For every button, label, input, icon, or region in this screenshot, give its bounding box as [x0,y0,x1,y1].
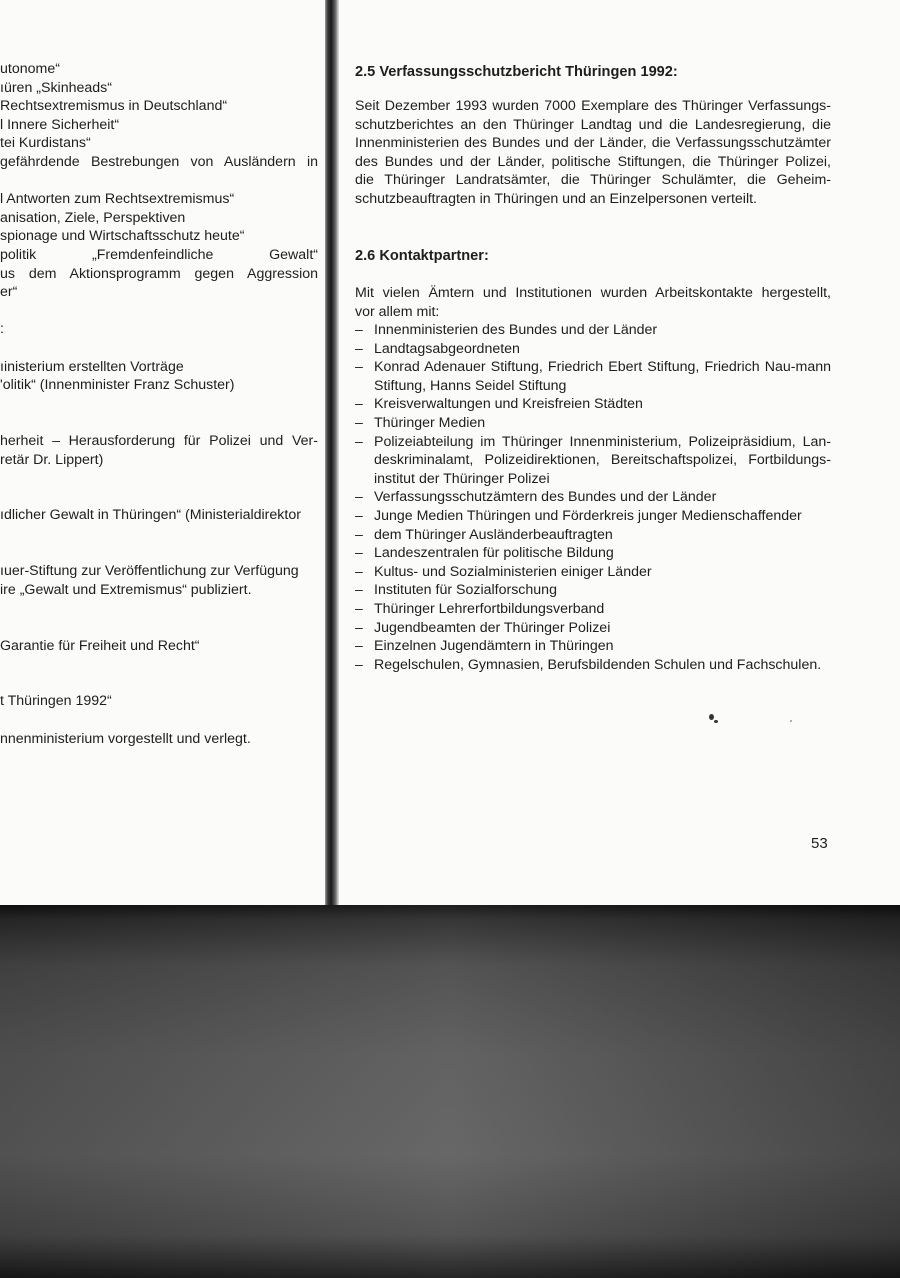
left-page-line: herheit – Herausforderung für Polizei und Ver- [0,433,318,449]
left-page-line: Garantie für Freiheit und Recht“ [0,637,200,654]
left-page-line: 'olitik“ (Innenminister Franz Schuster) [0,377,235,394]
list-item-text: Instituten für Sozialforschung [374,582,557,599]
bullet-dash: – [355,396,363,413]
paragraph-line: Mit vielen Ämtern und Institutionen wurden Arbeitskontakte hergestellt, [355,285,831,301]
list-item-text: Landtagsabgeordneten [374,340,520,357]
scan-speck [790,720,792,722]
bullet-dash: – [355,508,363,524]
section-heading-2-5: 2.5 Verfassungsschutzbericht Thüringen 1992: [355,64,678,80]
list-item-text: dem Thüringer Ausländerbeauftragten [374,526,613,543]
left-page-line: ıinisterium erstellten Vorträge [0,358,184,375]
bullet-dash: – [355,656,363,673]
bullet-dash: – [355,340,363,357]
list-item-text: Thüringer Medien [374,415,486,431]
left-page-line: politik „Fremdenfeindliche Gewalt“ [0,247,318,263]
bullet-dash: – [355,415,363,431]
list-item-text: Verfassungsschutzämtern des Bundes und der Länder [374,489,717,506]
list-item-text: Landeszentralen für politische Bildung [374,545,614,562]
left-page-line: ıuer-Stiftung zur Veröffentlichung zur Verfügung [0,563,299,580]
left-page-line: Rechtsextremismus in Deutschland“ [0,98,228,115]
left-page-line: retär Dr. Lippert) [0,451,104,468]
bullet-dash: – [355,433,363,450]
bullet-dash: – [355,489,363,506]
paragraph-line: die Thüringer Landratsämter, die Thüringer Schulämter, die Geheim- [355,172,831,189]
left-page-line: tei Kurdistans“ [0,135,91,152]
list-item-text: Polizeiabteilung im Thüringer Innenministerium, Polizeipräsidium, Lan-​deskriminalamt, Polizeidirektionen, Bereitschaftspolizei, Fortbildungs-​institut der Thüringer Polizei [374,433,831,487]
page-number: 53 [811,835,828,852]
list-item-text: Thüringer Lehrerfortbildungsverband [374,601,605,617]
left-page-line: : [0,321,4,338]
list-item-text: Kultus- und Sozialministerien einiger Länder [374,563,652,580]
scanner-background [0,905,900,1278]
bullet-dash: – [355,563,363,580]
section-heading-2-6: 2.6 Kontaktpartner: [355,248,489,264]
left-page-line: l Innere Sicherheit“ [0,116,120,133]
bullet-dash: – [355,526,363,543]
left-page-line: us dem Aktionsprogramm gegen Aggression [0,265,318,282]
list-item-text: Jugendbeamten der Thüringer Polizei [374,619,611,636]
left-page-line: utonome“ [0,61,60,77]
list-item-text: Kreisverwaltungen und Kreisfreien Städten [374,396,643,413]
left-page-line: er“ [0,284,18,301]
bullet-dash: – [355,322,363,338]
bullet-dash: – [355,359,363,376]
list-item-text: Einzelnen Jugendämtern in Thüringen [374,638,614,655]
list-item-text: Regelschulen, Gymnasien, Berufsbildenden Schulen und Fachschulen. [374,656,822,673]
scan-speck [714,720,718,723]
list-item-text: Junge Medien Thüringen und Förderkreis junger Medienschaffender [374,508,802,524]
left-page-line: ıüren „Skinheads“ [0,79,112,96]
paragraph-line: des Bundes und der Länder, politische Stiftungen, die Thüringer Polizei, [355,153,831,170]
paragraph-line: vor allem mit: [355,303,440,320]
left-page-line: l Antworten zum Rechtsextremismus“ [0,191,235,208]
book-gutter [325,0,339,905]
paragraph-line: schutzbeauftragten in Thüringen und an Einzelpersonen verteilt. [355,191,757,207]
left-page-line: gefährdende Bestrebungen von Ausländern in [0,154,318,170]
bullet-dash: – [355,638,363,655]
list-item-text: Innenministerien des Bundes und der Länder [374,322,658,338]
bullet-dash: – [355,619,363,636]
paragraph-line: Seit Dezember 1993 wurden 7000 Exemplare des Thüringer Verfassungs- [355,98,831,114]
left-page-line: spionage und Wirtschaftsschutz heute“ [0,228,245,245]
left-page-line: ıdlicher Gewalt in Thüringen“ (Ministerialdirektor [0,507,301,524]
left-page-line: ire „Gewalt und Extremismus“ publiziert. [0,581,252,598]
scan-speck [709,714,714,720]
left-page-line: anisation, Ziele, Perspektiven [0,209,186,226]
left-page-line: nnenministerium vorgestellt und verlegt. [0,730,251,747]
paragraph-line: Innenministerien des Bundes und der Länder, die Verfassungsschutzämter [355,135,831,152]
bullet-dash: – [355,545,363,562]
bullet-dash: – [355,601,363,617]
left-page-line: t Thüringen 1992“ [0,693,112,710]
list-item-text: Konrad Adenauer Stiftung, Friedrich Ebert Stiftung, Friedrich Nau-​mann Stiftung, Hanns Seidel Stiftung [374,359,831,394]
paragraph-line: schutzberichtes an den Thüringer Landtag und die Landesregierung, die [355,116,831,133]
bullet-dash: – [355,582,363,599]
left-page-text [0,60,318,752]
